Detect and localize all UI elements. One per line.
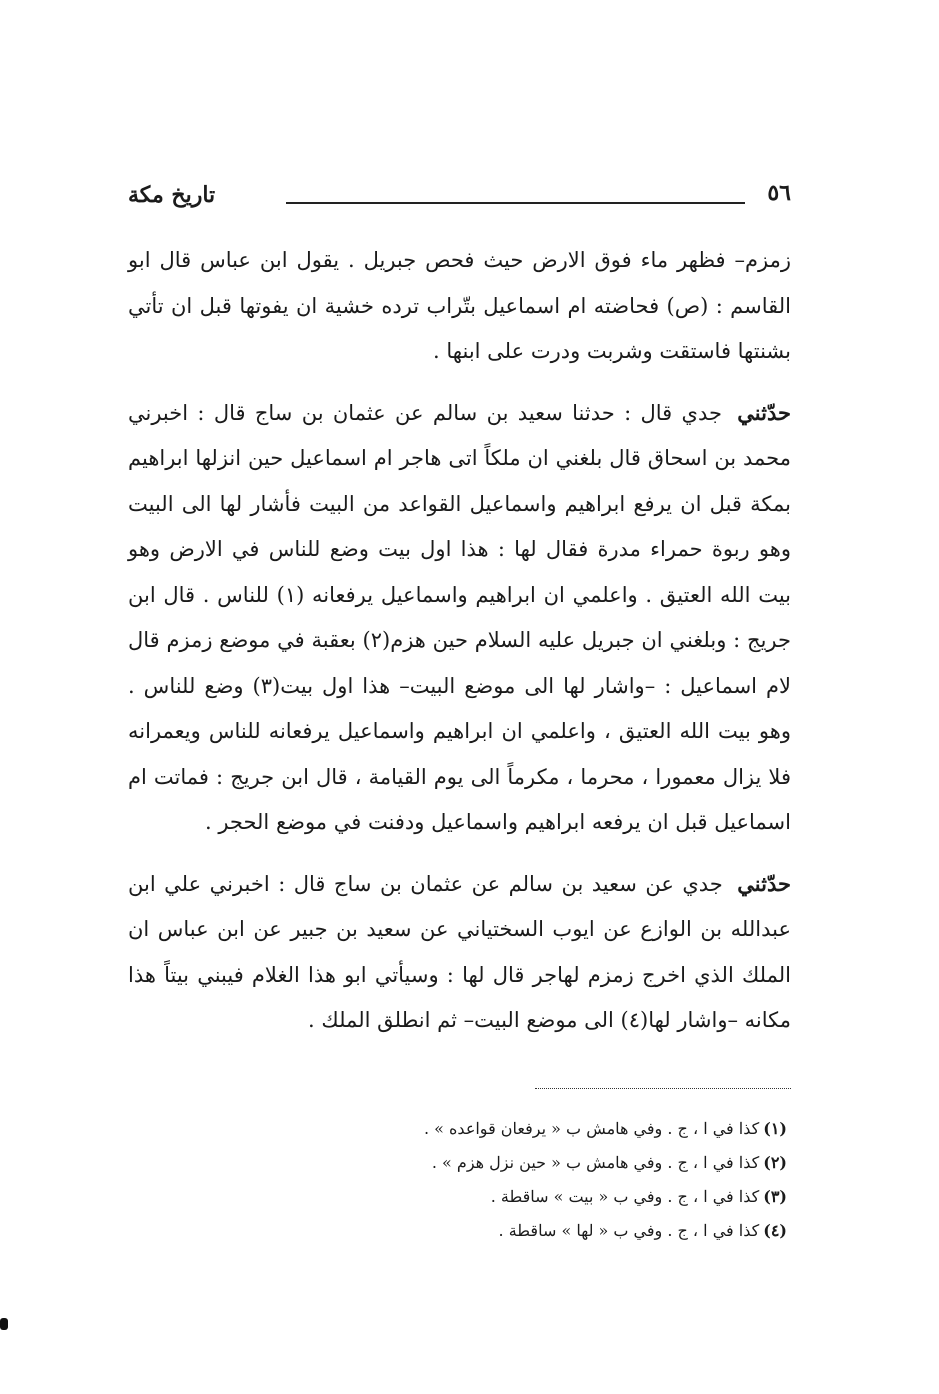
paragraph-2 [128,390,791,846]
footnote-4 [367,1214,787,1248]
paragraph-3-lead: حدّثني [737,870,791,896]
footnote-3-text: كذا في ا ، ج . وفي ب « بيت » ساقطة . [490,1187,760,1206]
page-header [128,180,791,220]
footnote-1-text: كذا في ا ، ج . وفي هامش ب « يرفعان قواعده » . [423,1119,760,1138]
footnote-3-number: (٣) [763,1187,787,1206]
paragraph-2-lead: حدّثني [737,399,791,425]
footnote-4-number: (٤) [763,1221,787,1240]
paragraph-3 [128,861,791,1044]
paragraph-2-text: جدي قال : حدثنا سعيد بن سالم عن عثمان بن ساج قال : اخبرني محمد بن اسحاق قال بلغني ان ملكاً اتى هاجر ام اسماعيل حين انزلها ابراهيم بمكة قبل ان يرفع ابراهيم واسماعيل القواعد من البيت فأشار لها الى البيت وهو ربوة حمراء مدرة فقال لها : هذا اول بيت وضع للناس في الارض وهو بيت الله العتيق . واعلمي ان ابراهيم واسماعيل يرفعانه (١) للناس . قال ابن جريج : وبلغني ان جبريل عليه السلام حين هزم(٢) بعقبة في موضع زمزم قال لام اسماعيل : –واشار لها الى موضع البيت– هذا اول بيت(٣) وضع للناس . وهو بيت الله العتيق ، واعلمي ان ابراهيم واسماعيل يرفعانه للناس ويعمرانه فلا يزال معمورا ، محرما ، مكرماً الى يوم القيامة ، قال ابن جريج : فماتت ام اسماعيل قبل ان يرفعه ابراهيم واسماعيل ودفنت في موضع الحجر . [128,400,792,834]
running-title: تاريخ مكة [128,182,216,208]
footnote-2-text: كذا في ا ، ج . وفي هامش ب « حين نزل هزم » . [431,1153,760,1172]
footnote-2 [367,1146,787,1180]
paragraph-1-text: زمزم– فظهر ماء فوق الارض حيث فحص جبريل . يقول ابن عباس قال ابو القاسم : (ص) فحاضته ام اسماعيل بتّراب ترده خشية ان يفوتها قبل ان تأتي بشنتها فاستقت وشربت ودرت على ابنها . [128,248,791,363]
footnote-divider [535,1088,791,1089]
footnote-3 [367,1180,787,1214]
paragraph-1 [128,238,791,375]
footnote-1-number: (١) [763,1119,787,1138]
footnotes [367,1112,787,1248]
paragraph-3-text: جدي عن سعيد بن سالم عن عثمان بن ساج قال : اخبرني علي ابن عبدالله بن الوازع عن ايوب السختياني عن سعيد بن جبير عن ابن عباس ان الملك الذي اخرج زمزم لهاجر قال لها : وسيأتي ابو هذا الغلام فيبني بيتاً هذا مكانه –واشار لها(٤) الى موضع البيت– ثم انطلق الملك . [128,871,791,1032]
ink-speck [0,1318,8,1330]
footnote-4-text: كذا في ا ، ج . وفي ب « لها » ساقطة . [498,1221,760,1240]
footnote-2-number: (٢) [763,1153,787,1172]
header-rule [286,202,745,204]
footnote-1 [367,1112,787,1146]
page-number: ٥٦ [767,180,791,206]
main-text [128,238,791,1044]
